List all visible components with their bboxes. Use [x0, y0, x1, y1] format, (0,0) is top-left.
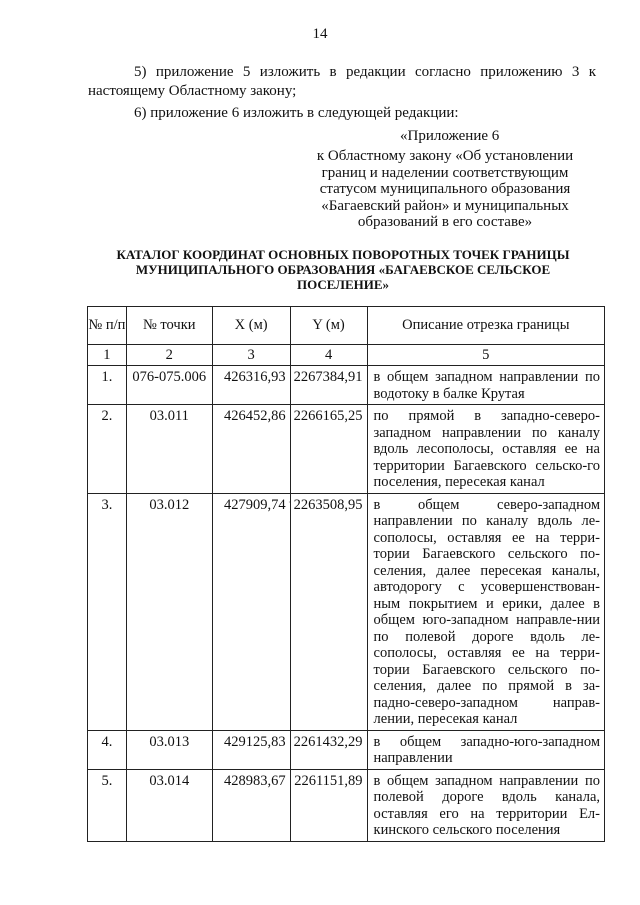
row-number: 4.	[88, 730, 127, 769]
row-number: 1.	[88, 366, 127, 405]
header-num: № п/п	[88, 307, 127, 345]
column-number: 4	[290, 345, 367, 366]
segment-description: в общем западно-юго-западном направлении	[367, 730, 604, 769]
segment-description: в общем западном направлении по водотоку в балке Крутая	[367, 366, 604, 405]
y-coordinate: 2263508,95	[290, 493, 367, 730]
segment-description: в общем западном направлении по полевой дороге вдоль канала, оставляя его на территории Ел-кинского сельского поселения	[367, 769, 604, 841]
point-id: 03.012	[126, 493, 212, 730]
x-coordinate: 429125,83	[212, 730, 290, 769]
point-id: 076-075.006	[126, 366, 212, 405]
appendix-title: «Приложение 6	[400, 128, 500, 144]
column-number-row	[88, 345, 605, 366]
table-header-row	[88, 307, 605, 345]
point-id: 03.014	[126, 769, 212, 841]
table-row	[88, 405, 605, 494]
coordinates-table	[87, 306, 605, 842]
point-id: 03.013	[126, 730, 212, 769]
column-number: 2	[126, 345, 212, 366]
x-coordinate: 428983,67	[212, 769, 290, 841]
column-number: 3	[212, 345, 290, 366]
x-coordinate: 427909,74	[212, 493, 290, 730]
header-point: № точки	[126, 307, 212, 345]
row-number: 2.	[88, 405, 127, 494]
header-x: X (м)	[212, 307, 290, 345]
paragraph-item-5: 5) приложение 5 изложить в редакции согласно приложению 3 к настоящему Областному закону;	[88, 64, 596, 99]
paragraph-item-6: 6) приложение 6 изложить в следующей редакции:	[134, 105, 459, 121]
segment-description: в общем северо-западном направлении по каналу вдоль ле-сополосы, оставляя ее на терри-тории Багаевского сельского по-селения, далее пересекая каналы, автодорогу с усовершенствован-ным покрытием и ерики, далее в общем юго-западном направле-нии по полевой дороге вдоль ле-сополосы, оставляя ее на терри-тории Багаевского сельского по-селения, далее по прямой в за-падно-северо-западном направ-лении, пересекая канал	[367, 493, 604, 730]
scan-speck: ·	[288, 498, 291, 507]
point-id: 03.011	[126, 405, 212, 494]
page-number: 14	[312, 26, 328, 42]
y-coordinate: 2261151,89	[290, 769, 367, 841]
column-number: 5	[367, 345, 604, 366]
y-coordinate: 2267384,91	[290, 366, 367, 405]
y-coordinate: 2266165,25	[290, 405, 367, 494]
x-coordinate: 426316,93	[212, 366, 290, 405]
catalog-title: КАТАЛОГ КООРДИНАТ ОСНОВНЫХ ПОВОРОТНЫХ ТОЧЕК ГРАНИЦЫ МУНИЦИПАЛЬНОГО ОБРАЗОВАНИЯ «БАГАЕВСКОЕ СЕЛЬСКОЕ ПОСЕЛЕНИЕ»	[116, 247, 570, 292]
table-row	[88, 769, 605, 841]
table-row	[88, 493, 605, 730]
column-number: 1	[88, 345, 127, 366]
header-description: Описание отрезка границы	[367, 307, 604, 345]
y-coordinate: 2261432,29	[290, 730, 367, 769]
row-number: 5.	[88, 769, 127, 841]
header-y: Y (м)	[290, 307, 367, 345]
x-coordinate: 426452,86	[212, 405, 290, 494]
table-row	[88, 366, 605, 405]
row-number: 3.	[88, 493, 127, 730]
appendix-caption: к Областному закону «Об установлении границ и наделении соответствующим статусом муниципального образования «Багаевский район» и муниципальных образований в его составе»	[316, 148, 574, 230]
segment-description: по прямой в западно-северо-западном направлении по каналу вдоль лесополосы, оставляя ее на территории Багаевского сельско-го поселения, пересекая канал	[367, 405, 604, 494]
table-row	[88, 730, 605, 769]
